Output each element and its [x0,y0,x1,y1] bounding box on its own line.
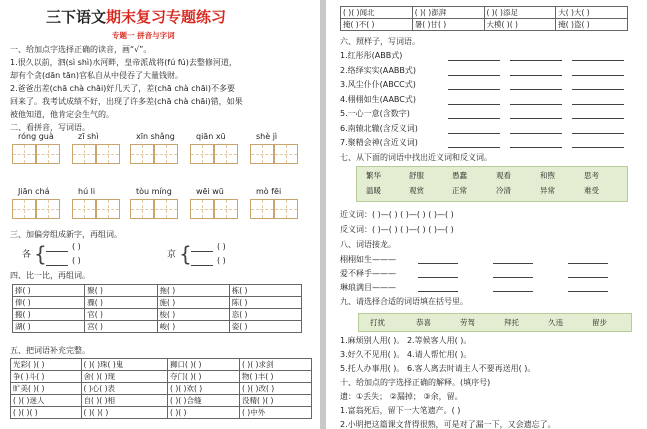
s9-word: 劳驾 [460,318,475,327]
s9-word: 久违 [548,318,563,327]
s8-blank[interactable] [568,291,608,292]
s7-word: 观赏 [409,186,424,195]
writing-box[interactable] [274,199,298,219]
section-2-heading: 二、看拼音，写词语。 [10,123,90,132]
table-cell[interactable]: ( )( )欢( ) [168,383,240,395]
s3-blank-1a[interactable] [46,251,68,252]
pinyin-label: hú li [78,187,96,196]
s1-line-5: 被他知道，他肯定会生气的。 [10,110,114,119]
writing-box[interactable] [250,199,274,219]
table-cell[interactable]: 舍( )( )现 [81,371,167,383]
table-row [11,407,312,419]
table-cell[interactable]: ( )( ) [168,407,240,419]
pinyin-label: zī shì [78,132,99,141]
writing-box[interactable] [154,199,178,219]
s6-blank[interactable] [510,75,562,76]
table-cell[interactable]: ( )( )添足 [484,7,556,19]
s7-word: 思考 [584,171,599,180]
title-red: 期末复习专题练习 [106,8,227,26]
s6-blank[interactable] [510,147,562,148]
table-row [11,371,312,383]
table-cell[interactable]: ( )( )迷人 [11,395,82,407]
s6-blank[interactable] [448,104,500,105]
s7-word: 和煦 [540,171,555,180]
s6-blank[interactable] [448,60,500,61]
s9-line-1: 1.麻烦别人用( )。 2.等候客人用( )。 [340,336,472,345]
s6-blank[interactable] [448,89,500,90]
s3-paren-1b[interactable]: ( ) [72,256,81,265]
table-cell[interactable]: 争( )斗( ) [11,371,82,383]
table-cell[interactable]: 暑( )甘( ) [412,19,484,31]
table-cell[interactable]: 旷美( )( ) [11,383,82,395]
s6-blank[interactable] [572,104,624,105]
pinyin-label: Jiān chá [18,187,50,196]
s9-word: 打扰 [370,318,385,327]
section-3-heading: 三、加偏旁组成新字，再组词。 [10,230,122,239]
table-cell[interactable]: 大( )大( ) [556,7,628,19]
section-1-heading: 一、给加点字选择正确的读音，画“√”。 [10,45,152,54]
pinyin-label: mò fēi [256,187,282,196]
s3-paren-1a[interactable]: ( ) [72,242,81,251]
writing-box[interactable] [274,144,298,164]
s8-blank[interactable] [568,263,608,264]
s1-line-2: 却有个贪(dān tān)官私自从中侵吞了大量钱财。 [10,71,183,80]
title-black: 三下语文 [46,8,107,26]
pinyin-label: wēi wū [196,187,224,196]
s9-word: 拜托 [504,318,519,327]
table-cell[interactable]: ( )( )( ) [11,407,82,419]
s6-blank[interactable] [448,147,500,148]
table-cell[interactable]: 陈( ) [229,297,301,309]
s6-blank[interactable] [572,147,624,148]
table-cell[interactable]: 物( )丰( ) [239,371,311,383]
s6-item: 2.络绎实实(AABB式) [340,65,417,75]
section-7-heading: 七、从下面的词语中找出近义词和反义词。 [340,153,492,162]
s6-blank[interactable] [448,118,500,119]
s8-blank[interactable] [493,263,533,264]
table-row [13,321,302,333]
s6-blank[interactable] [572,60,624,61]
table-cell[interactable]: ( )( )珠( )鬼 [81,359,167,371]
s6-blank[interactable] [510,133,562,134]
s8-blank[interactable] [568,277,608,278]
table-cell[interactable]: 捧( ) [13,285,85,297]
s6-blank[interactable] [572,75,624,76]
table-cell[interactable]: 峻( ) [157,321,229,333]
table-cell[interactable]: 官( ) [85,309,157,321]
table-cell[interactable]: 狮口( )( ) [168,359,240,371]
table-cell[interactable]: 拖( ) [157,285,229,297]
s3-paren-2a[interactable]: ( ) [217,242,226,251]
table-cell[interactable]: ( )( )求剑 [239,359,311,371]
s9-line-3: 5.托人办事用( )。 6.客人离去时请主人不要再送用( )。 [340,364,536,373]
s6-item: 3.风尘仆仆(ABCC式) [340,80,416,89]
writing-box[interactable] [72,199,96,219]
s6-blank[interactable] [510,118,562,119]
table-cell[interactable]: ( )( )改( ) [239,383,311,395]
s3-blank-2a[interactable] [191,251,213,252]
table-cell[interactable]: ( )中外 [239,407,311,419]
section-10-heading: 十、给加点的字选择正确的解释。(填序号) [340,378,491,387]
s6-blank[interactable] [572,118,624,119]
s6-item: 1.红彤彤(ABB式) [340,51,403,60]
s9-line-2: 3.好久不见用( )。 4.请人帮忙用( )。 [340,350,472,359]
s6-item: 7.聚精会神(含近义词) [340,138,418,147]
table-cell[interactable]: ( )心( )表 [81,383,167,395]
page-title [46,8,226,26]
writing-box[interactable] [130,144,154,164]
writing-box[interactable] [96,199,120,219]
s6-item: 4.栩栩如生(AABC式) [340,94,416,104]
idiom-table-continued [340,6,628,31]
s3-paren-2b[interactable]: ( ) [217,256,226,265]
table-cell[interactable]: ( )( )( ) [81,407,167,419]
table-cell[interactable]: ( )( )闻北 [341,7,413,19]
writing-box[interactable] [36,144,60,164]
right-page [326,0,647,429]
s3-brace-2: { [179,242,192,266]
table-cell[interactable]: 恣( ) [229,309,301,321]
s8-blank[interactable] [493,277,533,278]
s6-blank[interactable] [510,104,562,105]
s6-item: 5.一心一意(含数字) [340,109,410,118]
s3-char-2: 京 [167,250,177,260]
s10-line-1: 1.富翁死后，留下一大笔遗产。( ) [340,406,461,415]
s7-word: 愚蠢 [452,171,467,180]
s9-word: 留步 [592,318,607,327]
section-8-heading: 八、词语接龙。 [340,240,396,249]
table-cell[interactable]: 夺门( )( ) [168,371,240,383]
pinyin-label: xīn shǎng [136,132,175,141]
s6-blank[interactable] [448,133,500,134]
table-row [341,7,628,19]
writing-box[interactable] [130,199,154,219]
s6-blank[interactable] [510,89,562,90]
section-9-heading: 九、请选择合适的词语填在括号里。 [340,297,468,306]
s7-word: 繁华 [366,171,381,180]
s9-word-bank [358,313,632,332]
s7-antonym-line: 反义词：( )—( ) ( )—( ) ( )—( ) [340,225,454,234]
complete-words-table [10,358,312,419]
pinyin-label: tòu míng [136,187,172,196]
writing-box[interactable] [12,144,36,164]
s7-word: 正常 [452,186,467,195]
s7-word: 难受 [584,186,599,195]
table-cell[interactable]: 施( ) [157,297,229,309]
table-cell[interactable]: 宫( ) [85,321,157,333]
table-cell[interactable]: 梭( ) [157,309,229,321]
pinyin-label: shè jì [256,132,278,141]
table-row [341,19,628,31]
s10-options: 遗：①丢失； ②漏掉； ③余，留。 [340,392,463,401]
table-cell[interactable]: ( )( )合缝 [168,395,240,407]
table-cell[interactable]: 湖( ) [13,321,85,333]
table-cell[interactable]: 骤( ) [85,297,157,309]
pinyin-label: róng guà [18,132,54,141]
table-cell[interactable]: 栋( ) [229,285,301,297]
s8-item: 琳琅满目——— [340,283,396,292]
s7-word: 观看 [496,171,511,180]
section-6-heading: 六、照样子，写词语。 [340,37,420,46]
table-cell[interactable]: 大模( )( ) [484,19,556,31]
table-cell[interactable]: 搬( ) [13,309,85,321]
table-row [11,359,312,371]
s8-item: 爱不释手——— [340,269,396,278]
s6-item: 6.南辕北辙(含反义词) [340,123,418,133]
table-cell[interactable]: 自( )( )相 [81,395,167,407]
subtitle: 专题一 拼音与字词 [112,31,175,40]
s1-line-4: 回来了。我考试成绩不好，出现了许多差(chā chà chāi)错，如果 [10,97,243,106]
table-row [13,285,302,297]
table-row [11,383,312,395]
writing-box[interactable] [190,199,214,219]
table-cell[interactable]: 掩( )不( ) [341,19,413,31]
s7-word: 舒服 [409,171,424,180]
table-cell[interactable]: 姿( ) [229,321,301,333]
writing-box[interactable] [12,199,36,219]
writing-box[interactable] [154,144,178,164]
s3-blank-2b[interactable] [191,265,213,266]
s3-blank-1b[interactable] [46,265,68,266]
s8-blank[interactable] [418,291,458,292]
s3-char-1: 各 [22,250,32,260]
s3-brace-1: { [34,242,47,266]
section-4-heading: 四、比一比，再组词。 [10,271,90,280]
s8-blank[interactable] [493,291,533,292]
s9-word: 恭喜 [416,318,431,327]
writing-box[interactable] [214,199,238,219]
table-cell[interactable]: ( )( )澎湃 [412,7,484,19]
s7-word: 异常 [540,186,555,195]
s6-blank[interactable] [572,89,624,90]
pinyin-label: qiān xū [196,132,226,141]
s6-blank[interactable] [448,75,500,76]
table-cell[interactable]: 聚( ) [85,285,157,297]
writing-box[interactable] [214,144,238,164]
s8-blank[interactable] [418,263,458,264]
writing-box[interactable] [190,144,214,164]
table-row [11,395,312,407]
s7-synonym-line: 近义词：( )—( ) ( )—( ) ( )—( ) [340,210,454,219]
section-5-heading: 五、把词语补充完整。 [10,346,90,355]
s6-blank[interactable] [572,133,624,134]
s7-word: 冷清 [496,186,511,195]
table-row [13,309,302,321]
table-cell[interactable]: 俸( ) [13,297,85,309]
s6-blank[interactable] [510,60,562,61]
table-row [13,297,302,309]
s1-line-3: 2.爸爸出差(chā chà chāi)好几天了，差(chā chà chāi)不多要 [10,84,235,93]
s8-item: 栩栩如生——— [340,255,396,264]
s1-line-1: 1.很久以前，泗(sì shì)水河畔，皇帝派战将(fú fú)去整修河道， [10,58,237,67]
table-cell[interactable]: 光彩( )( ) [11,359,82,371]
writing-box[interactable] [36,199,60,219]
writing-box[interactable] [72,144,96,164]
left-page [0,0,320,429]
writing-box[interactable] [96,144,120,164]
s8-blank[interactable] [418,277,458,278]
table-cell[interactable]: 掩( )盗( ) [556,19,628,31]
s7-word: 温暖 [366,186,381,195]
s10-line-2: 2.小明把这篇课文背得很熟，可是对了漏一下，又会遗忘了。 [340,420,556,429]
writing-box[interactable] [250,144,274,164]
table-cell[interactable]: 没精( )( ) [239,395,311,407]
compare-table [12,284,302,333]
